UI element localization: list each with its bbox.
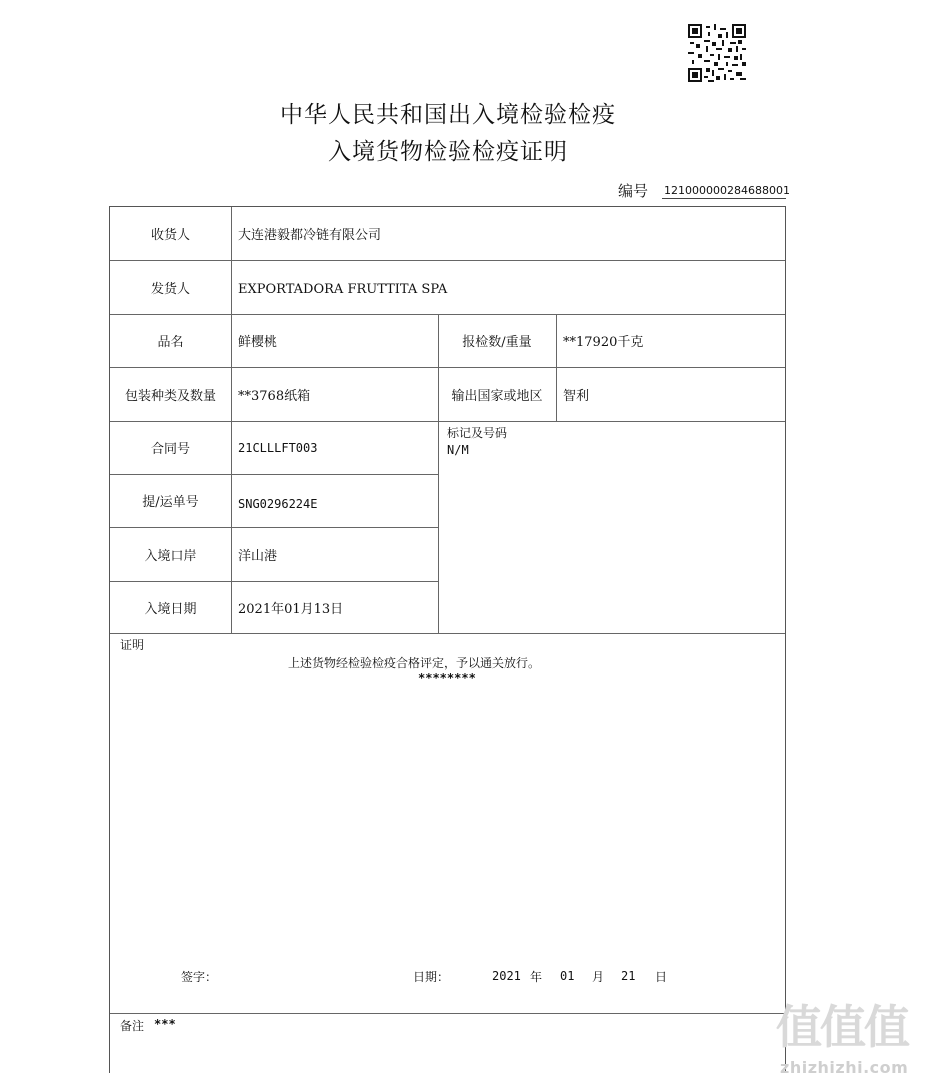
origin-country-label: 输出国家或地区 <box>451 388 543 404</box>
quantity-weight-label: 报检数/重量 <box>462 335 532 350</box>
consignee-label: 收货人 <box>150 228 190 243</box>
entry-date-label: 入境日期 <box>144 601 197 617</box>
watermark-text: zhizhizhi.com <box>780 1058 909 1077</box>
product-name-label: 品名 <box>157 335 184 350</box>
certificate-form <box>109 206 786 1073</box>
qr-code-icon <box>688 24 746 82</box>
packaging-value: **3768纸箱 <box>238 388 311 404</box>
date-year: 2021 <box>492 969 521 983</box>
product-name-value: 鲜樱桃 <box>238 335 278 350</box>
document-title: 中华人民共和国出入境检验检疫 <box>280 102 616 128</box>
bill-of-lading-value: SNG0296224E <box>238 496 318 511</box>
bill-of-lading-label: 提/运单号 <box>142 495 199 510</box>
site-watermark <box>776 1000 924 1084</box>
consignee-value: 大连港毅都冷链有限公司 <box>238 228 382 243</box>
date-year-unit: 年 <box>530 970 543 984</box>
serial-number-label: 编号 <box>618 182 649 200</box>
signature-label: 签字： <box>181 970 218 984</box>
origin-country-value: 智利 <box>563 388 590 404</box>
contract-number-label: 合同号 <box>150 442 190 457</box>
remarks-label: 备注 <box>120 1019 145 1033</box>
certification-statement: 上述货物经检验检疫合格评定，予以通关放行。 <box>288 656 541 670</box>
consignor-label: 发货人 <box>150 281 190 297</box>
watermark-glyphs: 值值值 <box>776 1000 908 1054</box>
contract-number-value: 21CLLLFT003 <box>238 440 318 455</box>
certification-label: 证明 <box>120 638 145 652</box>
date-label: 日期： <box>413 970 450 984</box>
entry-port-label: 入境口岸 <box>144 548 197 564</box>
marks-numbers-label: 标记及号码 <box>447 426 508 440</box>
date-day-unit: 日 <box>655 970 668 984</box>
entry-date-value: 2021年01月13日 <box>238 601 344 617</box>
entry-port-value: 洋山港 <box>238 548 278 564</box>
date-month-unit: 月 <box>592 970 605 984</box>
date-month: 01 <box>560 969 575 983</box>
consignor-value: EXPORTADORA FRUTTITA SPA <box>238 281 448 297</box>
document-subtitle: 入境货物检验检疫证明 <box>328 139 568 165</box>
serial-number-value: 121000000284688001 <box>664 184 790 197</box>
certification-mask: ******** <box>418 671 476 685</box>
packaging-label: 包装种类及数量 <box>124 388 216 404</box>
marks-numbers-value: N/M <box>447 443 469 457</box>
date-day: 21 <box>621 969 636 983</box>
remarks-value: *** <box>154 1017 176 1031</box>
quantity-weight-value: **17920千克 <box>563 335 644 350</box>
